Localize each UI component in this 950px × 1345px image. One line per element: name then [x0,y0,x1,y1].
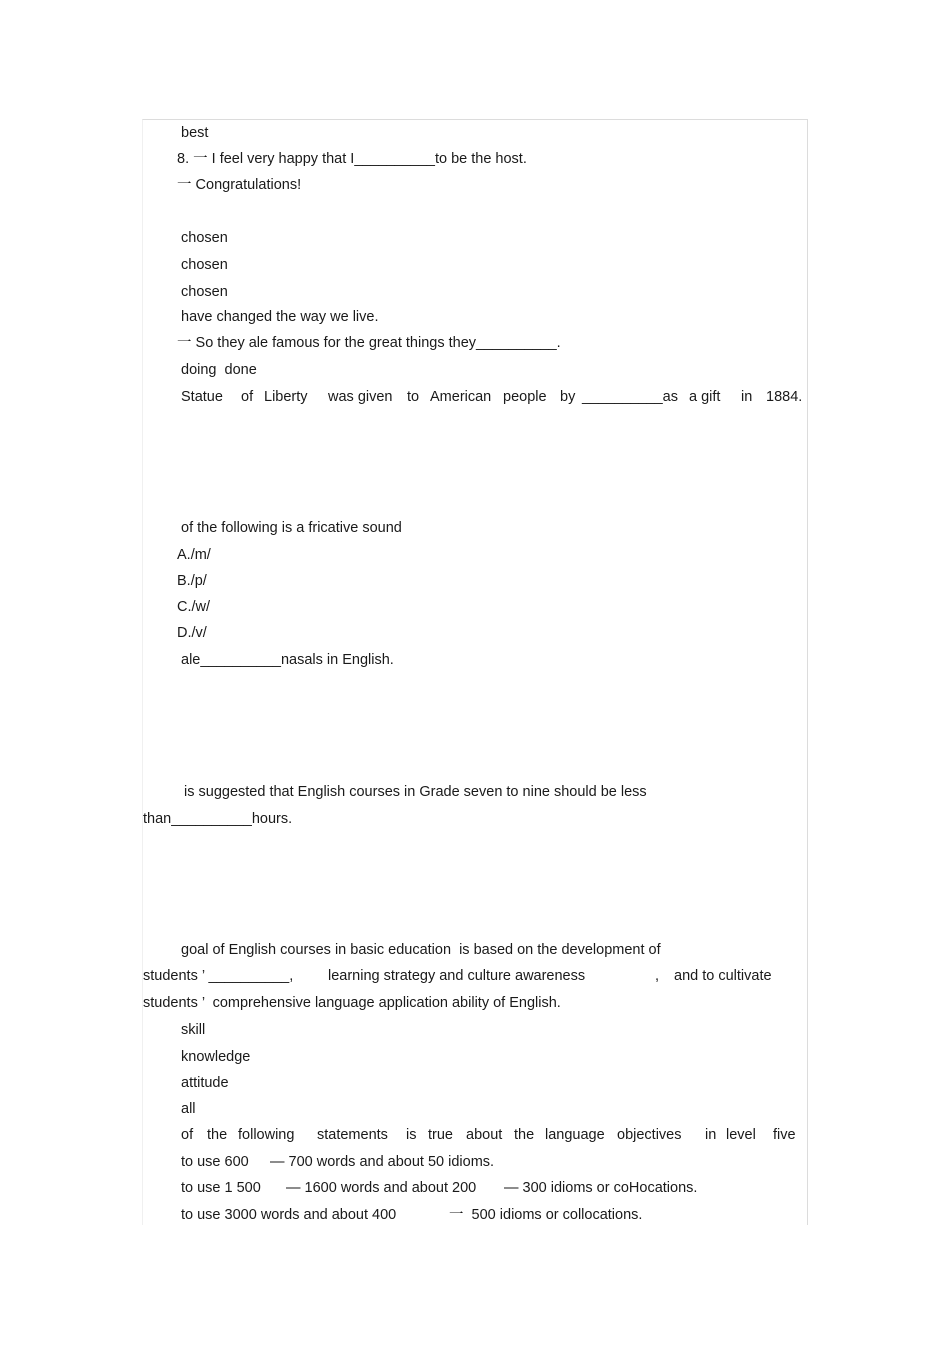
dialogue-reply: 一 Congratulations! [177,177,302,193]
option-text: all [181,1101,196,1117]
word: by [560,389,576,405]
question-statue [181,388,223,406]
option-text: to use 1 500 [181,1180,261,1196]
word: __________as [582,389,678,405]
word: is [406,1127,417,1143]
word: a gift [689,389,721,405]
question-text: have changed the way we live. [181,309,379,325]
word: the [207,1127,228,1143]
question-fricative: of the following is a fricative sound [181,520,402,536]
word: of [241,389,254,405]
question-goal-cont: and to cultivate [674,968,772,984]
word: following [238,1127,295,1143]
option-text: skill [181,1022,206,1038]
question-nasals: ale__________nasals in English. [181,652,394,668]
word: of [181,1127,194,1143]
option-text: chosen [181,230,228,246]
dialogue-reply: 一 So they ale famous for the great things they__________. [177,335,561,351]
question-goal-cont: learning strategy and culture awareness [328,968,586,984]
word: 1884. [766,389,803,405]
word: in [705,1127,717,1143]
question-hours: is suggested that English courses in Grade seven to nine should be less [184,784,647,800]
word: language [545,1127,605,1143]
word: level [726,1127,756,1143]
question-goal-cont: students ’ comprehensive language application ability of English. [143,995,561,1011]
question-goal: goal of English courses in basic education is based on the development of [181,942,661,958]
option-text: attitude [181,1075,229,1091]
option-text: chosen [181,284,228,300]
word: Liberty [264,389,308,405]
question-hours-cont: than__________hours. [143,811,293,827]
word: American [430,389,492,405]
word: to [407,389,420,405]
question-goal-cont: , [655,968,660,984]
word: Statue [181,389,223,405]
option-text: to use 600 [181,1154,249,1170]
question-8: 8. 一 I feel very happy that I__________to be the host. [177,151,527,167]
word: about [466,1127,503,1143]
word: five [773,1127,796,1143]
option-b: B./p/ [177,573,207,589]
option-text: to use 3000 words and about 400 [181,1207,397,1223]
option-text: — 1600 words and about 200 [286,1180,477,1196]
option-d: D./v/ [177,625,207,641]
option-text: best [181,125,209,141]
option-text: 一 500 idioms or collocations. [449,1207,643,1223]
option-c: C./w/ [177,599,211,615]
word: true [428,1127,453,1143]
word: was given [328,389,393,405]
option-text: chosen [181,257,228,273]
word: the [514,1127,535,1143]
question-goal-cont: students ’ __________, [143,968,294,984]
option-text: knowledge [181,1049,251,1065]
option-a: A./m/ [177,547,211,563]
word: objectives [617,1127,682,1143]
word: statements [317,1127,388,1143]
option-text: — 300 idioms or coHocations. [504,1180,698,1196]
option-text: — 700 words and about 50 idioms. [270,1154,495,1170]
word: in [741,389,753,405]
word: people [503,389,547,405]
option-text: doing done [181,362,257,378]
